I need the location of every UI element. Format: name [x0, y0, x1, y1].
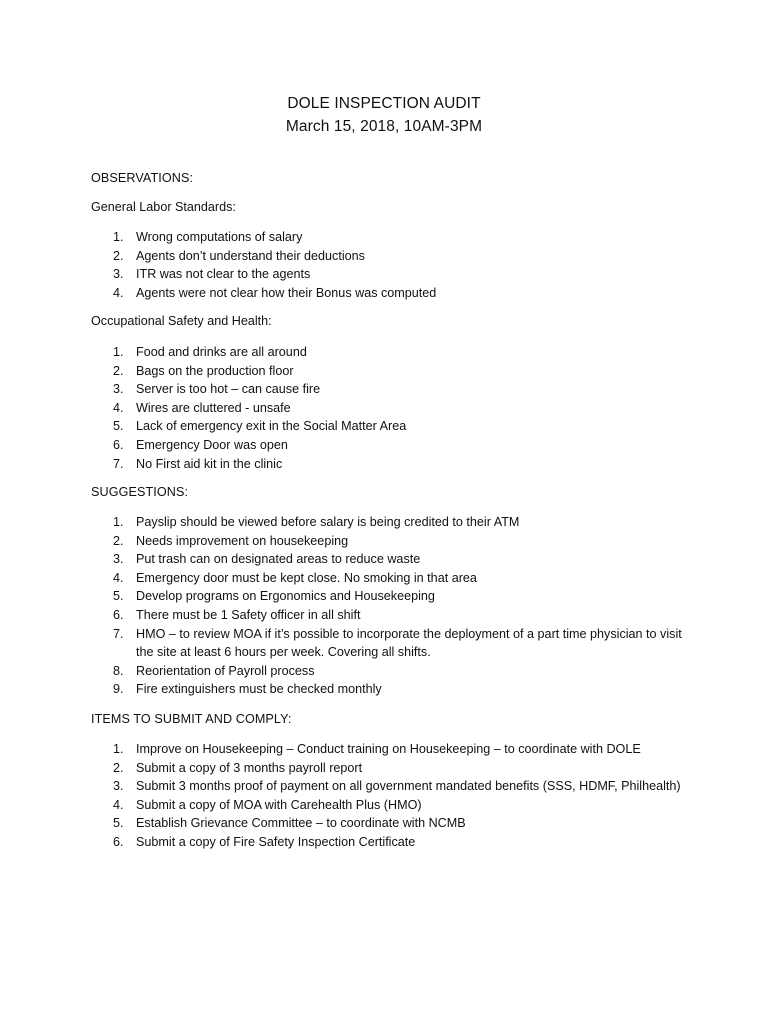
list-item-number: 4. [113, 570, 124, 585]
list-item-number: 9. [113, 682, 124, 697]
list-item-text: Needs improvement on housekeeping [136, 533, 349, 548]
list-item [91, 455, 691, 474]
list-item [91, 680, 691, 699]
list-item [91, 228, 691, 247]
list-item [91, 399, 691, 418]
list-item [91, 265, 691, 284]
list-item [91, 833, 691, 852]
list-item [91, 796, 691, 815]
list-item-text: Lack of emergency exit in the Social Matter Area [136, 419, 407, 434]
list-item-number: 3. [113, 267, 124, 282]
list-item-number: 2. [113, 533, 124, 548]
list-item-text: Food and drinks are all around [136, 345, 307, 359]
list-item-number: 2. [113, 760, 124, 775]
list-item-text: Agents don’t understand their deductions [136, 248, 365, 263]
list-item [91, 759, 691, 778]
suggestions-list [91, 513, 691, 699]
list-item-number: 7. [113, 626, 124, 641]
list-item-number: 7. [113, 456, 124, 471]
list-item [91, 550, 691, 569]
list-item-number: 6. [113, 607, 124, 622]
occupational-heading: Occupational Safety and Health: [91, 314, 272, 328]
list-item-number: 1. [113, 515, 124, 529]
list-item-number: 5. [113, 589, 124, 604]
list-item-text: Submit 3 months proof of payment on all government mandated benefits (SSS, HDMF, Philhealth) [136, 779, 681, 794]
list-item [91, 532, 691, 551]
list-item-text: Payslip should be viewed before salary is being credited to their ATM [136, 515, 520, 529]
list-item-text: Submit a copy of MOA with Carehealth Plus (HMO) [136, 797, 422, 812]
list-item [91, 436, 691, 455]
list-item [91, 380, 691, 399]
list-item-text: Reorientation of Payroll process [136, 663, 315, 678]
list-item-text: Bags on the production floor [136, 363, 294, 378]
list-item-text: Submit a copy of Fire Safety Inspection Certificate [136, 834, 416, 849]
list-item-number: 4. [113, 400, 124, 415]
list-item-number: 8. [113, 663, 124, 678]
list-item [91, 662, 691, 681]
list-item-number: 1. [113, 345, 124, 359]
list-item [91, 740, 691, 759]
items-to-submit-heading: ITEMS TO SUBMIT AND COMPLY: [91, 712, 292, 726]
list-item-text: Fire extinguishers must be checked monthly [136, 682, 382, 697]
list-item-number: 6. [113, 834, 124, 849]
list-item [91, 513, 691, 532]
list-item-number: 1. [113, 230, 124, 244]
list-item [91, 777, 691, 796]
list-item [91, 587, 691, 606]
list-item-number: 3. [113, 779, 124, 794]
list-item-number: 1. [113, 742, 124, 756]
list-item-text: HMO – to review MOA if it’s possible to incorporate the deployment of a part time physician to visit the site at least 6 hours per week. Covering all shifts. [136, 626, 682, 660]
list-item-text: Put trash can on designated areas to reduce waste [136, 552, 421, 567]
list-item-text: Emergency Door was open [136, 437, 288, 452]
list-item [91, 606, 691, 625]
list-item-number: 3. [113, 552, 124, 567]
list-item [91, 814, 691, 833]
document-title: DOLE INSPECTION AUDIT [287, 95, 481, 112]
general-labor-heading: General Labor Standards: [91, 200, 236, 214]
list-item-number: 2. [113, 248, 124, 263]
list-item-text: Develop programs on Ergonomics and Housekeeping [136, 589, 435, 604]
document-subtitle: March 15, 2018, 10AM-3PM [285, 118, 483, 135]
list-item-number: 2. [113, 363, 124, 378]
list-item-text: No First aid kit in the clinic [136, 456, 283, 471]
list-item-text: There must be 1 Safety officer in all shift [136, 607, 361, 622]
list-item-text: Submit a copy of 3 months payroll report [136, 760, 363, 775]
list-item-text: Emergency door must be kept close. No smoking in that area [136, 570, 477, 585]
list-item-text: Improve on Housekeeping – Conduct training on Housekeeping – to coordinate with DOLE [136, 742, 641, 756]
list-item-text: ITR was not clear to the agents [136, 267, 311, 282]
list-item-number: 4. [113, 797, 124, 812]
items-to-submit-list [91, 740, 691, 852]
list-item-text: Server is too hot – can cause fire [136, 382, 321, 397]
suggestions-heading: SUGGESTIONS: [91, 485, 189, 499]
list-item [91, 417, 691, 436]
list-item [91, 569, 691, 588]
list-item-number: 6. [113, 437, 124, 452]
list-item-number: 5. [113, 816, 124, 831]
list-item-number: 3. [113, 382, 124, 397]
list-item-number: 4. [113, 285, 124, 300]
list-item-text: Wrong computations of salary [136, 230, 303, 244]
list-item-text: Establish Grievance Committee – to coordinate with NCMB [136, 816, 466, 831]
list-item [91, 362, 691, 381]
list-item-text: Wires are cluttered - unsafe [136, 400, 291, 415]
list-item-text: Agents were not clear how their Bonus was computed [136, 285, 437, 300]
list-item [91, 247, 691, 266]
occupational-list [91, 343, 691, 473]
list-item [91, 284, 691, 303]
list-item [91, 343, 691, 362]
list-item-number: 5. [113, 419, 124, 434]
general-labor-list [91, 228, 691, 302]
list-item [91, 625, 691, 662]
observations-heading: OBSERVATIONS: [91, 171, 194, 185]
